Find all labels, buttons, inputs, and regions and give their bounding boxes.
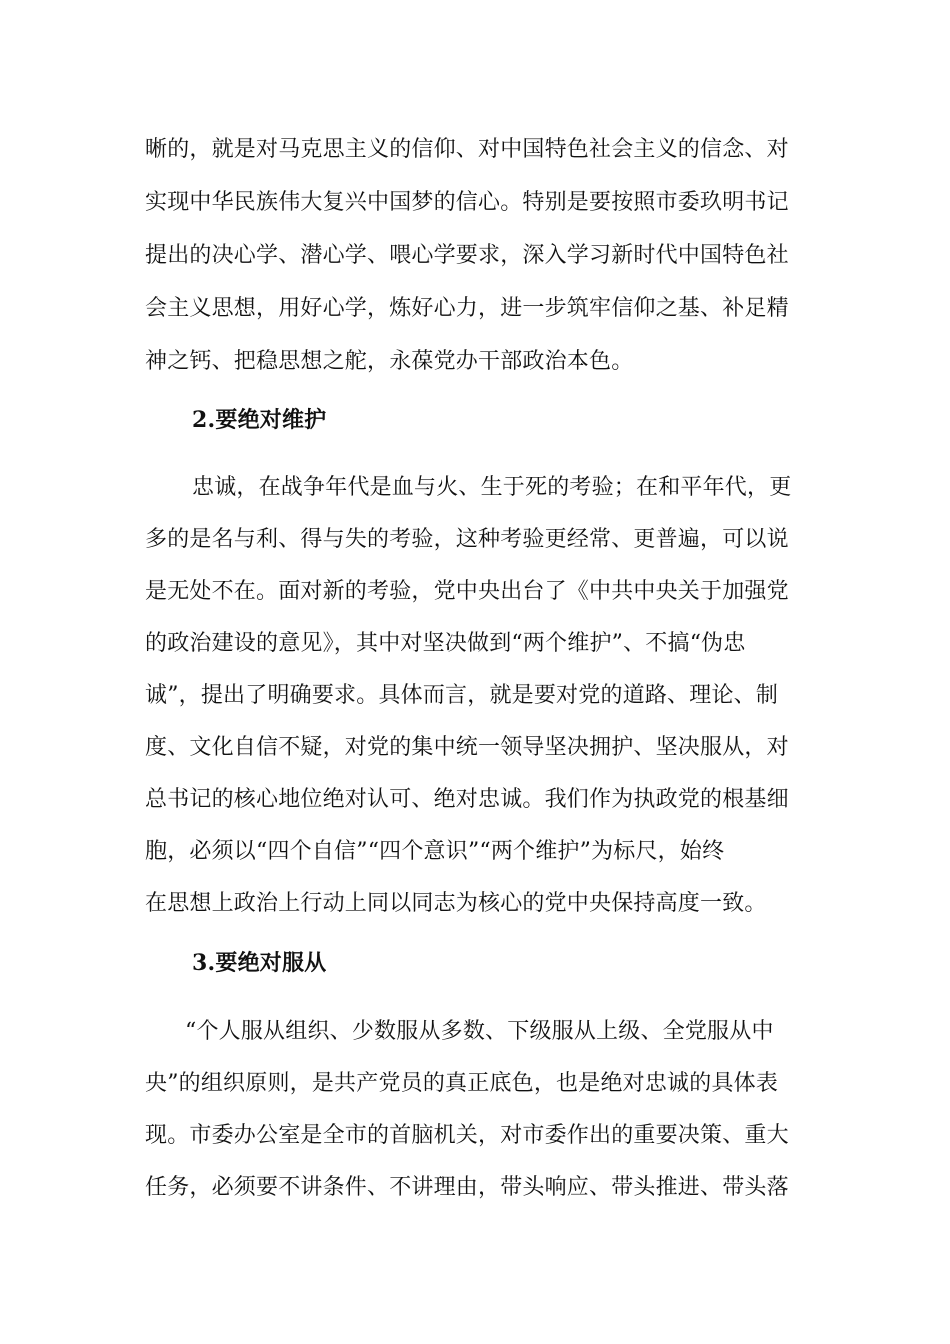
paragraph-line: 会主义思想，用好心学，炼好心力，进一步筑牢信仰之基、补足精 bbox=[145, 296, 789, 321]
paragraph-line: 总书记的核心地位绝对认可、绝对忠诚。我们作为执政党的根基细 bbox=[145, 787, 789, 812]
paragraph-line: 在思想上政治上行动上同以同志为核心的党中央保持高度一致。 bbox=[145, 891, 767, 916]
paragraph-line: 多的是名与利、得与失的考验，这种考验更经常、更普遍，可以说 bbox=[145, 527, 789, 552]
section-heading-2: 2.要绝对维护 bbox=[192, 407, 327, 433]
paragraph-line: 提出的决心学、潜心学、喂心学要求，深入学习新时代中国特色社 bbox=[145, 243, 789, 268]
paragraph-line: 央”的组织原则，是共产党员的真正底色，也是绝对忠诚的具体表 bbox=[145, 1071, 779, 1096]
paragraph-line: 神之钙、把稳思想之舵，永葆党办干部政治本色。 bbox=[145, 349, 634, 374]
paragraph-line: 度、文化自信不疑，对党的集中统一领导坚决拥护、坚决服从，对 bbox=[145, 735, 789, 760]
paragraph-line: “个人服从组织、少数服从多数、下级服从上级、全党服从中 bbox=[185, 1019, 774, 1044]
paragraph-line: 任务，必须要不讲条件、不讲理由，带头响应、带头推进、带头落 bbox=[145, 1175, 789, 1200]
paragraph-line: 的政治建设的意见》，其中对坚决做到“两个维护”、不搞“伪忠 bbox=[145, 631, 746, 656]
paragraph-line: 晰的，就是对马克思主义的信仰、对中国特色社会主义的信念、对 bbox=[145, 137, 789, 162]
paragraph-line: 诚”，提出了明确要求。具体而言，就是要对党的道路、理论、制 bbox=[145, 683, 779, 708]
paragraph-line: 实现中华民族伟大复兴中国梦的信心。特别是要按照市委玖明书记 bbox=[145, 190, 789, 215]
paragraph-line: 是无处不在。面对新的考验，党中央出台了《中共中央关于加强党 bbox=[145, 579, 789, 604]
paragraph-line: 现。市委办公室是全市的首脑机关，对市委作出的重要决策、重大 bbox=[145, 1123, 789, 1148]
paragraph-line: 胞，必须以“四个自信”“四个意识”“两个维护”为标尺，始终 bbox=[145, 839, 725, 864]
section-heading-3: 3.要绝对服从 bbox=[192, 950, 327, 976]
paragraph-line: 忠诚，在战争年代是血与火、生于死的考验；在和平年代，更 bbox=[192, 475, 792, 500]
